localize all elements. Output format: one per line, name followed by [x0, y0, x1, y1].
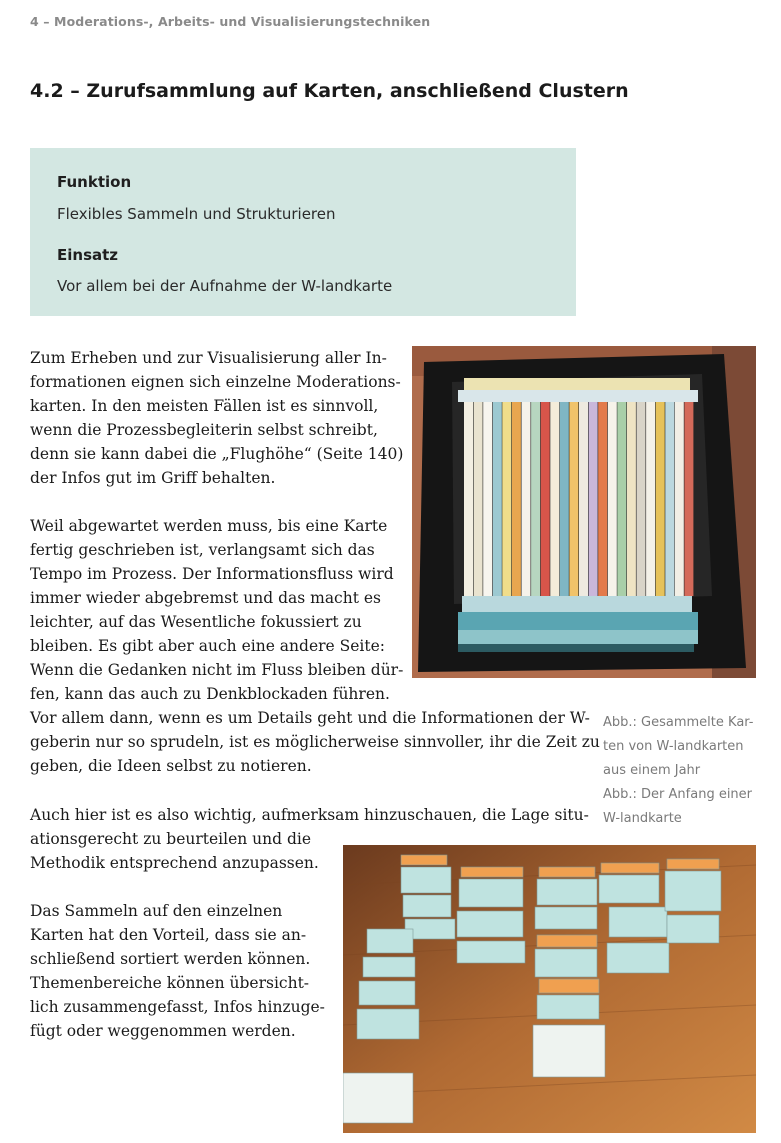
running-head: 4 – Moderations-, Arbeits- und Visualisierungstechniken	[30, 14, 431, 29]
text-line: Wenn die Gedanken nicht im Fluss bleiben dür-	[30, 661, 404, 679]
caption-line: Abb.: Gesammelte Kar-	[603, 715, 754, 730]
floor-card	[665, 871, 721, 911]
floor-card	[459, 879, 523, 907]
text-line: der Infos gut im Griff behalten.	[30, 469, 276, 487]
paragraph-2	[30, 514, 600, 778]
card-stripe	[627, 402, 636, 596]
caption-line: aus einem Jahr	[603, 763, 701, 778]
floor-card	[667, 915, 719, 943]
paragraph-1	[30, 346, 403, 490]
card-stripe	[637, 402, 646, 596]
text-line: Weil abgewartet werden muss, bis eine Karte	[30, 517, 388, 535]
text-line: geberin nur so sprudeln, ist es möglicherweise sinnvoller, ihr die Zeit zu	[30, 733, 600, 751]
floor-card	[539, 979, 599, 993]
card-stripe	[656, 402, 665, 596]
text-line: karten. In den meisten Fällen ist es sinnvoll,	[30, 397, 379, 415]
card-stripe	[665, 402, 674, 596]
floor-card	[343, 1073, 413, 1123]
use-label: Einsatz	[57, 246, 119, 264]
photo-captions	[603, 711, 753, 831]
text-line: geben, die Ideen selbst zu notieren.	[30, 757, 312, 775]
caption-line: ten von W-landkarten	[603, 739, 744, 754]
text-line: schließend sortiert werden können.	[30, 950, 311, 968]
card-stripe	[646, 402, 655, 596]
floor-card	[403, 895, 451, 917]
floor-card	[359, 981, 415, 1005]
text-line: Zum Erheben und zur Visualisierung aller In-	[30, 349, 387, 367]
text-line: formationen eignen sich einzelne Moderations-	[30, 373, 401, 391]
floor-card	[357, 1009, 419, 1039]
photo-floor-cards	[343, 845, 756, 1133]
text-line: Methodik entsprechend anzupassen.	[30, 854, 319, 872]
paragraph-4	[30, 899, 325, 1043]
text-line: Themenbereiche können übersicht-	[30, 974, 310, 992]
floor-card	[537, 879, 597, 905]
floor-card	[367, 929, 413, 953]
text-line: leichter, auf das Wesentliche fokussiert zu	[30, 613, 362, 631]
floor-card	[537, 935, 597, 947]
floor-card	[533, 1025, 605, 1077]
card-stripe	[684, 402, 693, 596]
caption-line: W-landkarte	[603, 811, 682, 826]
function-label: Funktion	[57, 173, 132, 191]
function-value: Flexibles Sammeln und Strukturieren	[57, 205, 336, 223]
floor-card	[457, 941, 525, 963]
floor-card	[609, 907, 667, 937]
floor-card	[607, 943, 669, 973]
floor-card	[537, 995, 599, 1019]
text-line: Vor allem dann, wenn es um Details geht und die Informationen der W-	[30, 709, 590, 727]
text-line: lich zusammengefasst, Infos hinzuge-	[30, 998, 325, 1016]
use-value: Vor allem bei der Aufnahme der W-landkarte	[57, 277, 393, 295]
text-line: Das Sammeln auf den einzelnen	[30, 902, 283, 920]
floor-card	[667, 859, 719, 869]
text-line: bleiben. Es gibt aber auch eine andere Seite:	[30, 637, 385, 655]
text-line: Karten hat den Vorteil, dass sie an-	[30, 926, 307, 944]
text-line: fen, kann das auch zu Denkblockaden führen.	[30, 685, 390, 703]
floor-card	[363, 957, 415, 977]
floor-card	[601, 863, 659, 873]
floor-card	[535, 949, 597, 977]
floor-card	[599, 875, 659, 903]
floor-card	[457, 911, 523, 937]
text-line: Auch hier ist es also wichtig, aufmerksam hinzuschauen, die Lage situ-	[30, 806, 589, 824]
text-line: fertig geschrieben ist, verlangsamt sich das	[30, 541, 375, 559]
floor-card	[535, 907, 597, 929]
text-line: immer wieder abgebremst und das macht es	[30, 589, 382, 607]
info-box	[30, 148, 576, 316]
text-line: ationsgerecht zu beurteilen und die	[30, 830, 312, 848]
text-line: wenn die Prozessbegleiterin selbst schreibt,	[30, 421, 378, 439]
section-title: 4.2 – Zurufsammlung auf Karten, anschließend Clustern	[30, 80, 629, 102]
paragraph-3	[30, 803, 589, 875]
card-stripe	[608, 402, 617, 596]
text-line: Tempo im Prozess. Der Informationsfluss wird	[30, 565, 394, 583]
caption-line: Abb.: Der Anfang einer	[603, 787, 753, 802]
text-line: denn sie kann dabei die „Flughöhe“ (Seite 140)	[30, 445, 404, 463]
card-stripe	[617, 402, 626, 596]
card-stripe	[675, 402, 684, 596]
text-line: fügt oder weggenommen werden.	[30, 1022, 296, 1040]
